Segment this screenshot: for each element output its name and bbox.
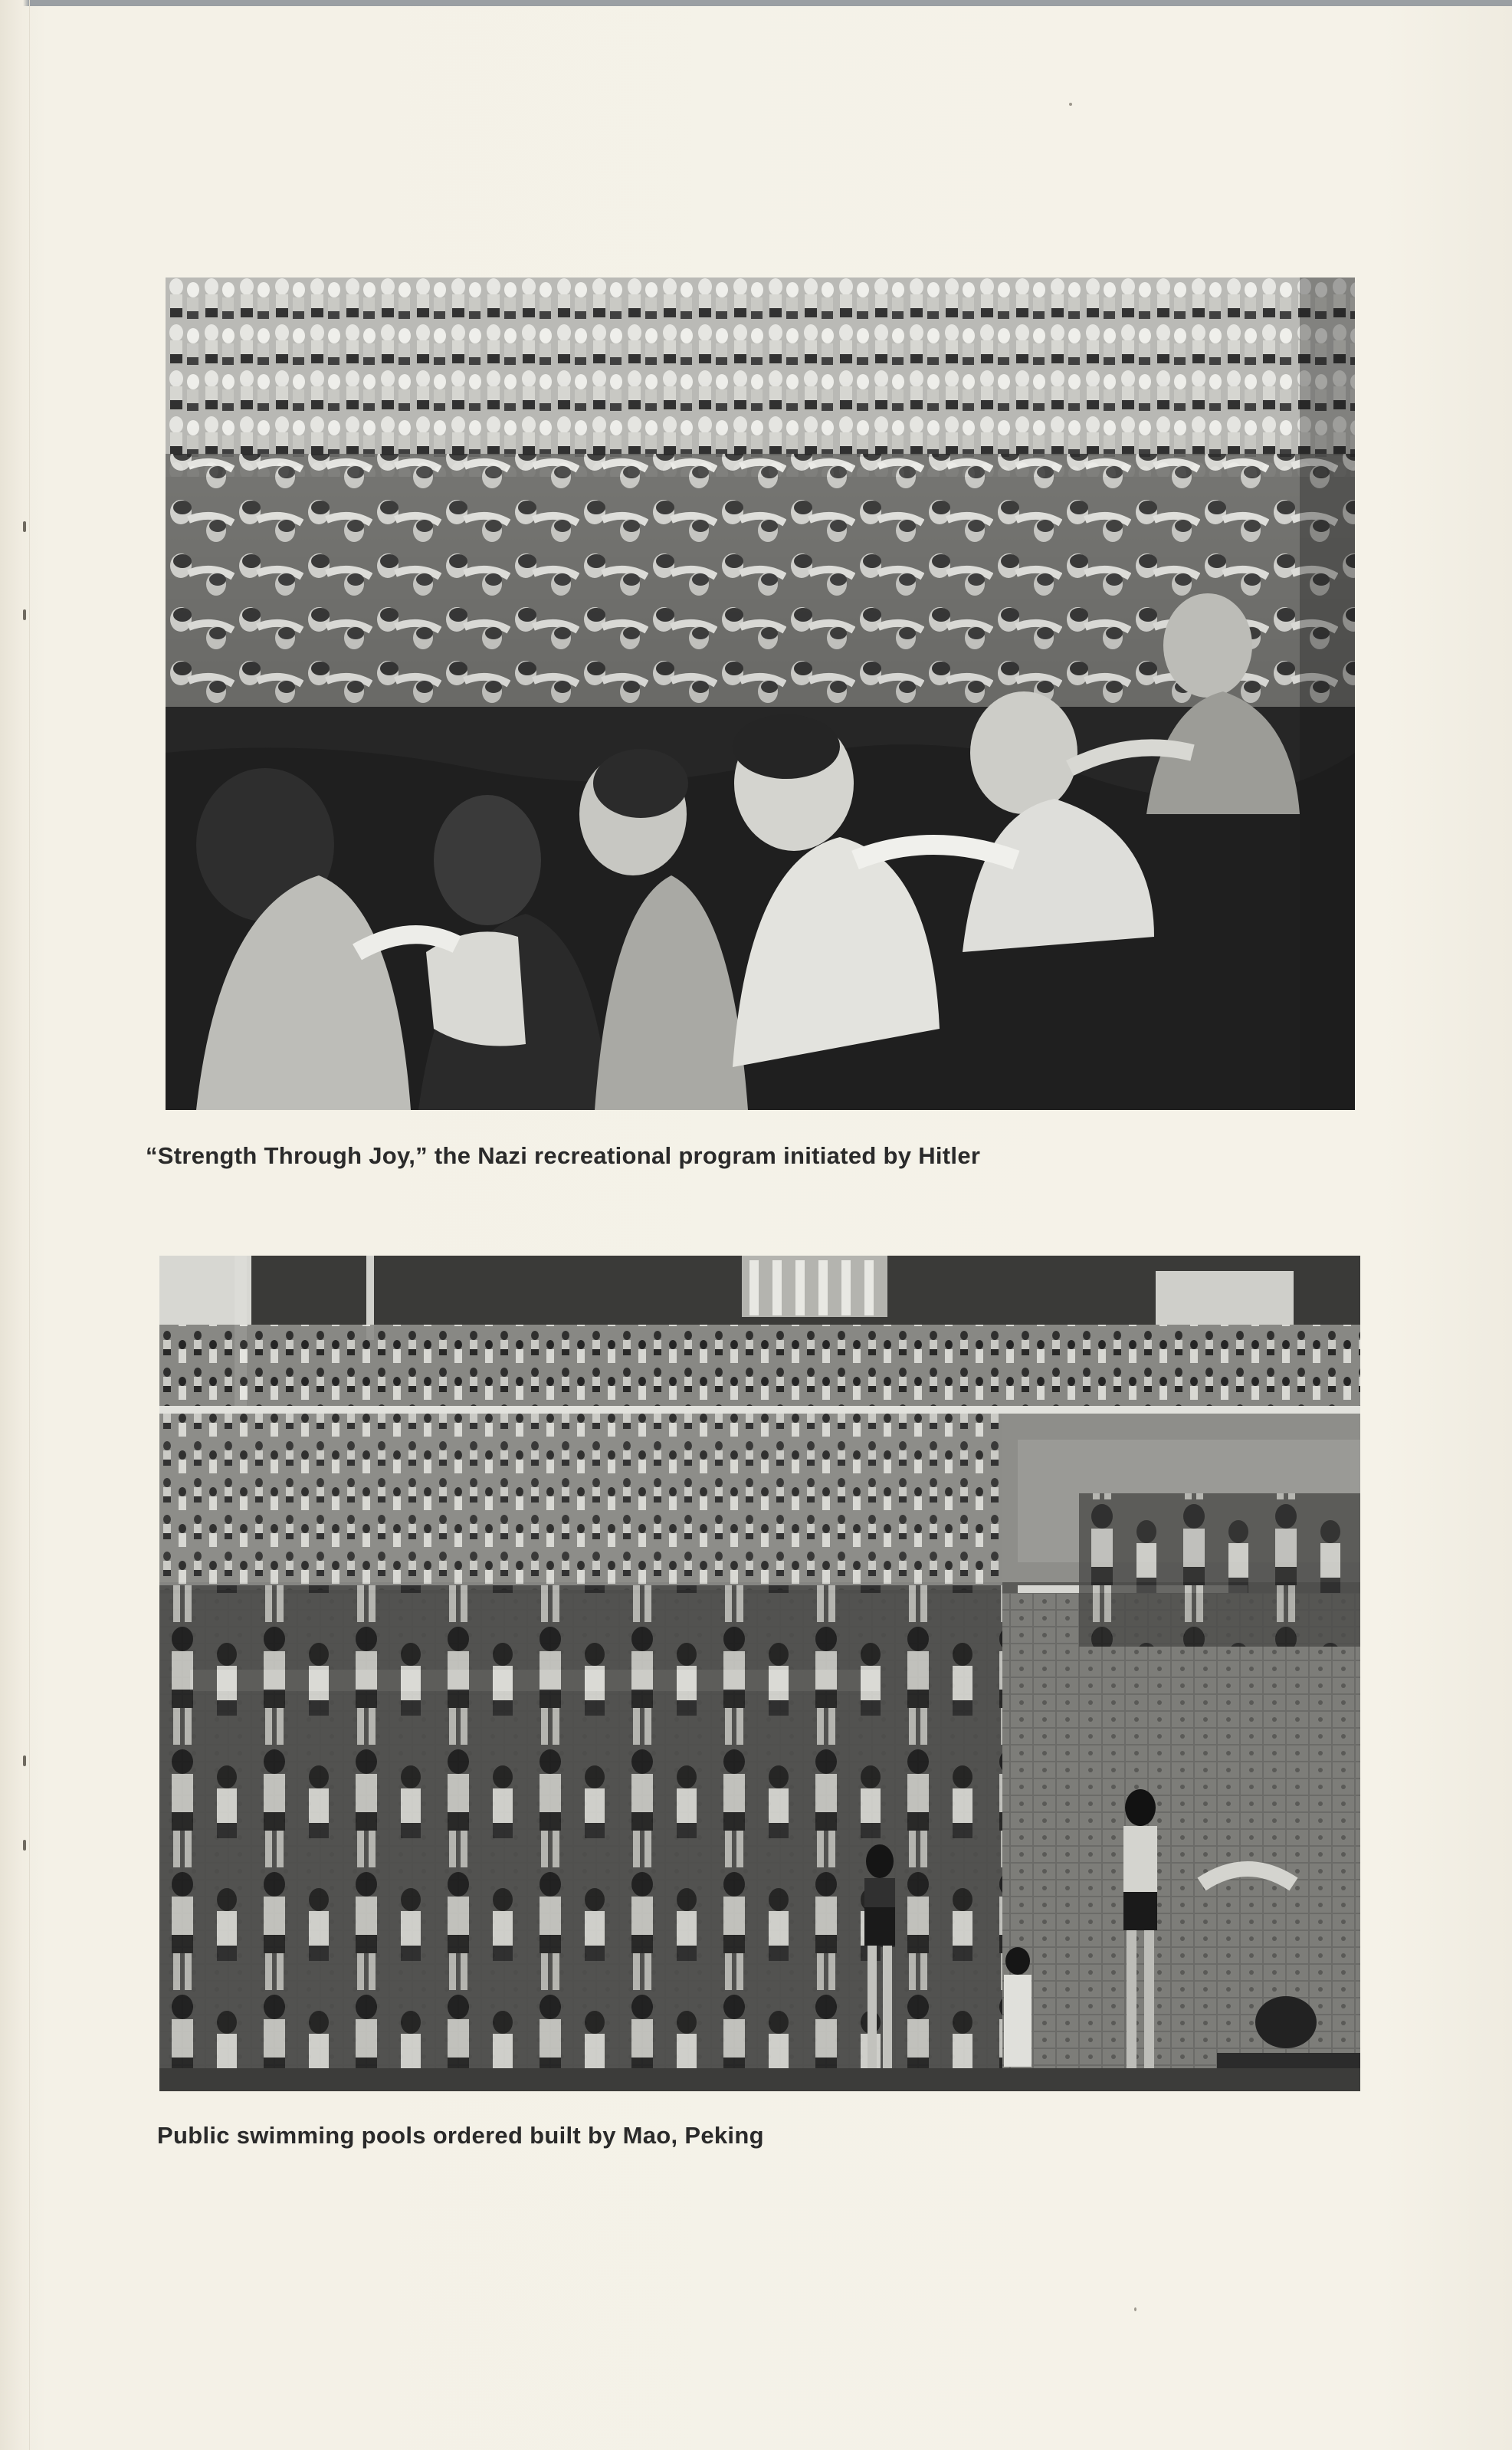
page-spine: [0, 0, 30, 2450]
staple-mark: [23, 1755, 26, 1766]
staple-mark: [23, 609, 26, 620]
photo-2-caption: Public swimming pools ordered built by Mao, Peking: [157, 2122, 764, 2149]
staple-mark: [23, 1840, 26, 1851]
photo-2-image: [159, 1256, 1360, 2091]
photo-peking-swimming-pool: [159, 1256, 1360, 2091]
staple-mark: [23, 521, 26, 532]
photo-strength-through-joy: [166, 278, 1355, 1110]
paper-speck: [1134, 2307, 1136, 2311]
photo-1-caption: “Strength Through Joy,” the Nazi recreational program initiated by Hitler: [146, 1142, 981, 1169]
photo-1-image: [166, 278, 1355, 1110]
page-top-edge: [0, 0, 1512, 6]
paper-speck: [1069, 103, 1072, 106]
